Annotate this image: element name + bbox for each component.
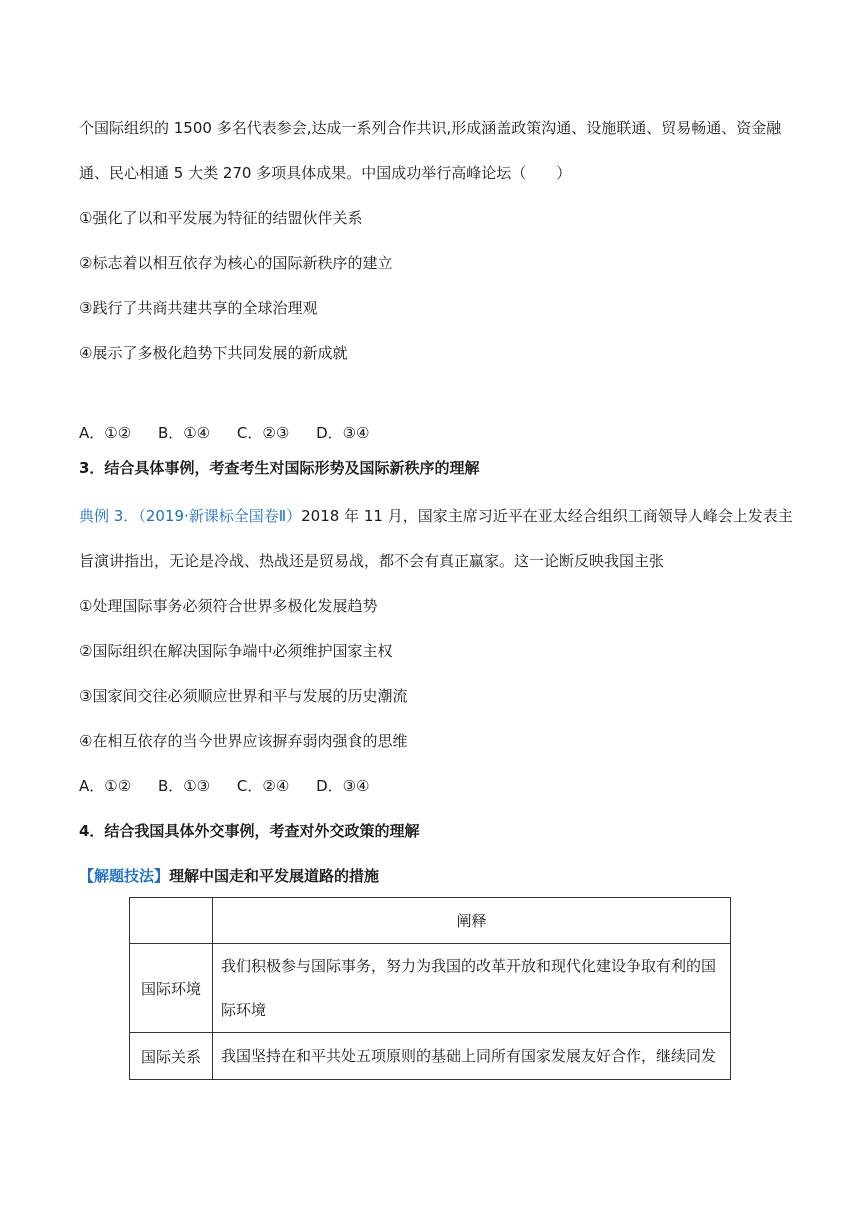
question-stem-line-2: 通、民心相通 5 大类 270 多项具体成果。中国成功举行高峰论坛（ ） (79, 164, 572, 182)
example-3-stem-line-2: 旨演讲指出，无论是冷战、热战还是贸易战，都不会有真正赢家。这一论断反映我国主张 (79, 552, 665, 570)
example-3-stem-line-1 (79, 506, 799, 526)
table-row-text-line-1: 我国坚持在和平共处五项原则的基础上同所有国家发展友好合作，继续同发 (221, 1047, 717, 1065)
section-3-heading: 3．结合具体事例，考查考生对国际形势及国际新秩序的理解 (79, 459, 480, 477)
answer-options (79, 423, 799, 443)
option-b[interactable]: B．①④ (157, 424, 211, 442)
example-label: 典例 3． (79, 507, 139, 525)
option-a[interactable]: A．①② (79, 424, 132, 442)
example-answer-options (79, 776, 799, 796)
table-row-name: 国际环境 (130, 944, 213, 1033)
example-statement-1: ①处理国际事务必须符合世界多极化发展趋势 (79, 597, 378, 615)
statement-3: ③践行了共商共建共享的全球治理观 (79, 299, 318, 317)
table-row-text (213, 944, 731, 1033)
table-row-text-line-1: 我们积极参与国际事务，努力为我国的改革开放和现代化建设争取有利的国 (221, 957, 717, 975)
section-4-heading: 4．结合我国具体外交事例，考查对外交政策的理解 (79, 822, 420, 840)
table-header-cell-explanation: 阐释 (213, 898, 731, 944)
option-c[interactable]: C．②④ (236, 777, 290, 795)
table-header-cell-empty (130, 898, 213, 944)
statement-4: ④展示了多极化趋势下共同发展的新成就 (79, 344, 348, 362)
table-row (130, 944, 731, 1033)
option-b[interactable]: B．①③ (157, 777, 211, 795)
example-statement-3: ③国家间交往必须顺应世界和平与发展的历史潮流 (79, 687, 408, 705)
option-d[interactable]: D．③④ (316, 777, 370, 795)
example-statement-4: ④在相互依存的当今世界应该摒弃弱肉强食的思维 (79, 732, 408, 750)
technique-table (129, 897, 731, 1080)
table-row-name: 国际关系 (130, 1033, 213, 1080)
example-statement-2: ②国际组织在解决国际争端中必须维护国家主权 (79, 642, 393, 660)
example-source: （2019·新课标全国卷Ⅱ） (138, 507, 302, 525)
option-c[interactable]: C．②③ (236, 424, 290, 442)
option-d[interactable]: D．③④ (316, 424, 370, 442)
option-a[interactable]: A．①② (79, 777, 132, 795)
table-row-text (213, 1033, 731, 1080)
statement-1: ①强化了以和平发展为特征的结盟伙伴关系 (79, 209, 363, 227)
example-stem-text: 2018 年 11 月，国家主席习近平在亚太经合组织工商领导人峰会上发表主 (301, 507, 793, 525)
technique-heading (79, 866, 799, 886)
question-stem-line-1: 个国际组织的 1500 多名代表参会,达成一系列合作共识,形成涵盖政策沟通、设施联通、贸易畅通、资金融 (79, 119, 782, 137)
statement-2: ②标志着以相互依存为核心的国际新秩序的建立 (79, 254, 393, 272)
technique-title: 理解中国走和平发展道路的措施 (169, 867, 380, 885)
technique-tag: 【解题技法】 (79, 867, 170, 885)
table-row (130, 1033, 731, 1080)
table-header-row (130, 898, 731, 944)
table-row-text-line-2: 际环境 (221, 1001, 267, 1019)
